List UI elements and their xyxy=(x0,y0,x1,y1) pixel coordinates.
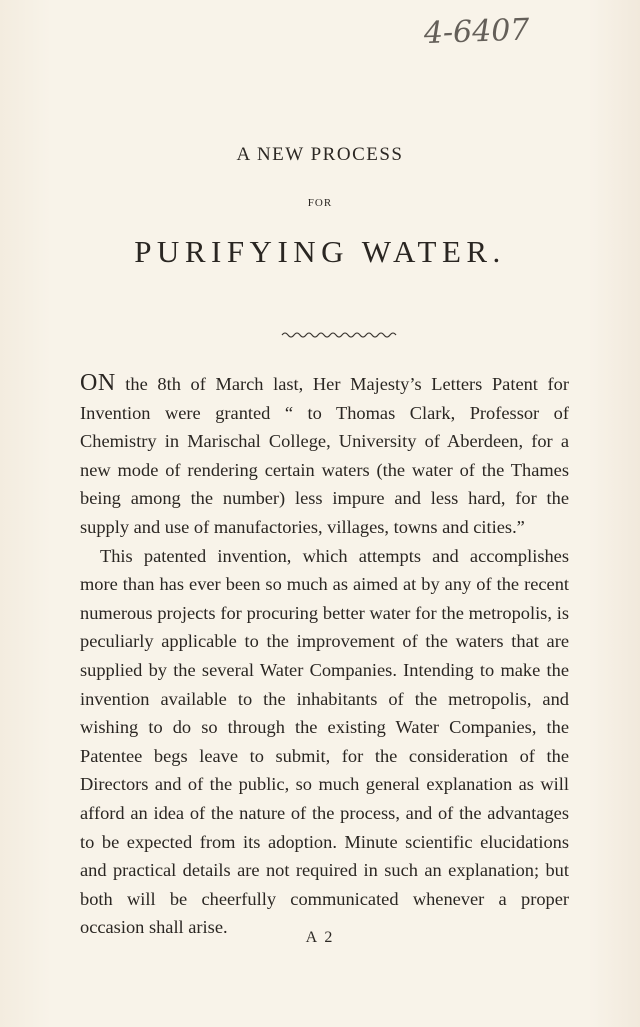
paragraph-1-initial: ON xyxy=(80,370,116,396)
body-text xyxy=(80,369,569,942)
shelfmark-text: 4-6407 xyxy=(423,12,531,52)
title-line-2: FOR xyxy=(307,197,333,209)
paragraph-1-text: the 8th of March last, Her Majesty’s Letters Patent for Invention were granted “ to Thomas Clark, Professor of Chemistry in Marischal College, University of Aberdeen, for a new mode of rendering certain waters (the water of the Thames being among the number) less impure and less hard, for the supply and use of manufactories, villages, towns and cities.” xyxy=(80,374,569,537)
printer-signature-mark: A 2 xyxy=(305,929,335,946)
handwritten-shelfmark xyxy=(423,12,544,60)
paragraph-2: This patented invention, which attempts and accomplishes more than has ever been so much as aimed at by any of the recent numerous projects for procuring better water for the metropolis, is peculiarly applicable to the improvement of the waters that are supplied by the several Water Companies. Intending to make the invention available to the inhabitants of the metropolis, and wishing to do so through the existing Water Companies, the Patentee begs leave to submit, for the consideration of the Directors and of the public, so much general explanation as will afford an idea of the nature of the process, and of the advantages to be expected from its adoption. Minute scientific elucidations and practical details are not required in such an explanation; but both will be cheerfully communicated whenever a proper occasion shall arise. xyxy=(80,545,569,938)
paragraph-1 xyxy=(80,369,569,542)
title-line-3: PURIFYING WATER. xyxy=(134,234,506,269)
wavy-rule-ornament xyxy=(280,330,400,340)
title-line-1: A NEW PROCESS xyxy=(236,144,404,165)
